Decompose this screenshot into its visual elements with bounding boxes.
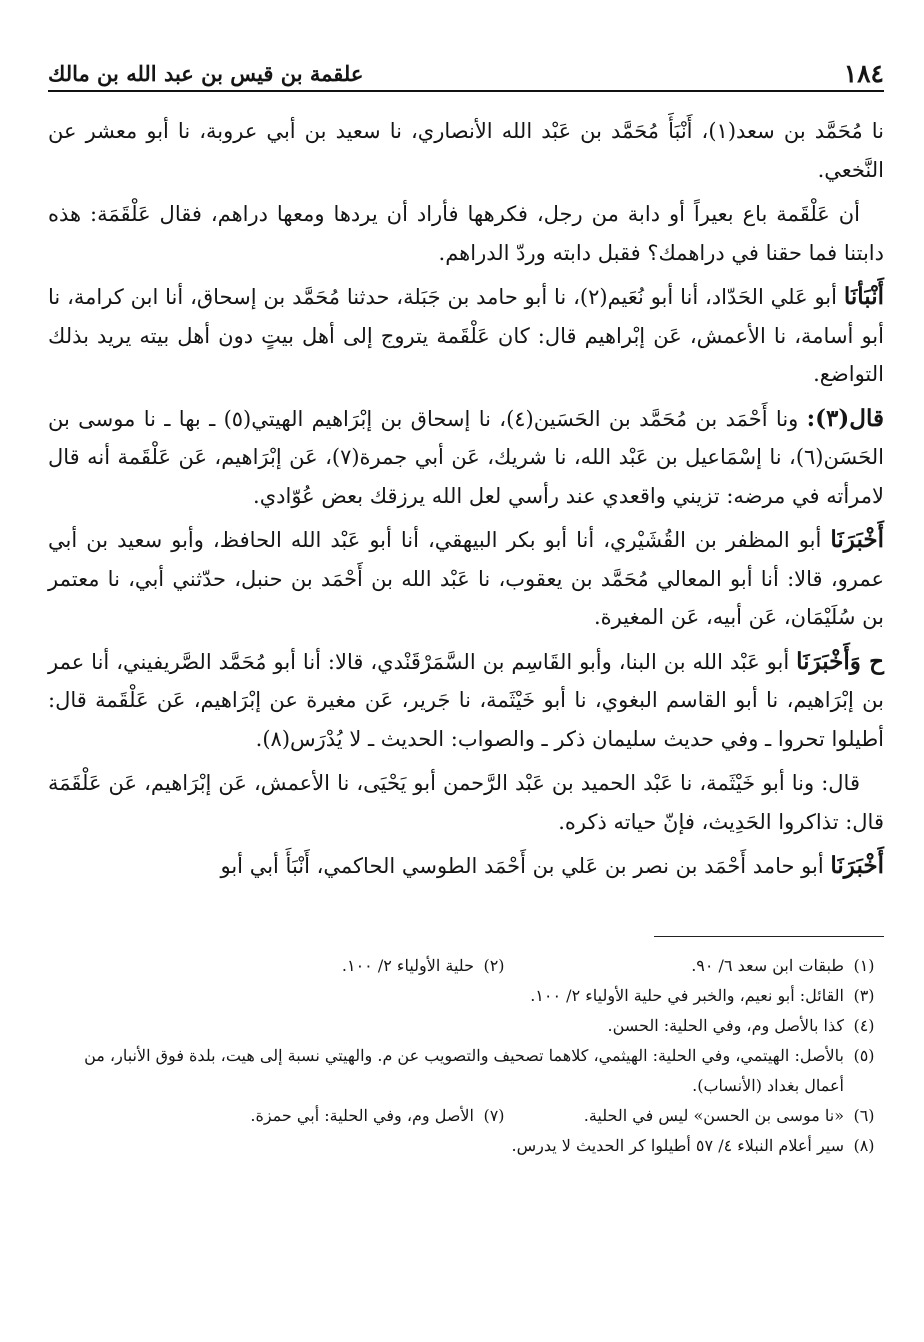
paragraph-lead: قال(٣):: [806, 404, 884, 432]
paragraph-text: أبو حامد أَحْمَد بن نصر بن عَلي بن أَحْمَد الطوسي الحاكمي، أَنْبَأَ أبي أبو: [220, 854, 831, 878]
footnote-text: كذا بالأصل وم، وفي الحلية: الحسن.: [607, 1015, 844, 1035]
paragraph-1: [48, 112, 884, 189]
footnote-pair: [48, 951, 884, 981]
paragraph-8: [48, 847, 884, 886]
running-title: علقمة بن قيس بن عبد الله بن مالك: [48, 61, 364, 86]
footnote-text: حلية الأولياء ٢/ ١٠٠.: [341, 955, 474, 975]
paragraph-lead: ح وَأَخْبَرَنَا: [796, 647, 884, 675]
paragraph-text: ونا أَحْمَد بن مُحَمَّد بن الحَسَين(٤)، نا إسحاق بن إبْرَاهيم الهيتي(٥) ـ بها ـ نا موسى بن الحَسَن(٦)، نا إسْمَاعيل بن عَبْد الله، نا شريك، عَن أبي جمرة(٧)، عَن إبْرَاهيم، عَن عَلْقَمة أنه قال لامرأته في مرضه: تزيني واقعدي عند رأسي لعل الله يرزقك بعض عُوّادي.: [48, 406, 884, 508]
paragraph-text: أبو عَبْد الله بن البنا، وأبو القَاسِم بن السَّمَرْقَنْدي، قالا: أنا أبو مُحَمَّد الصَّريفيني، أنا عمر بن إبْرَاهيم، نا أبو القاسم البغوي، نا أبو خَيْثَمة، نا جَرير، عَن مغيرة عن إبْرَاهيم، عَن عَلْقَمة قال: أطيلوا تحروا ـ وفي حديث سليمان ذكر ـ والصواب: الحديث ـ لا يُدْرَس(٨).: [48, 649, 884, 751]
footnote-5: [48, 1041, 884, 1101]
paragraph-text: أبو عَلي الحَدّاد، أنا أبو نُعَيم(٢)، نا أبو حامد بن جَبَلة، حدثنا مُحَمَّد بن إسحاق، أنا ابن كرامة، نا أبو أسامة، نا الأعمش، عَن إبْراهيم قال: كان عَلْقَمة يتروج إلى أهل بيتٍ دون أهل بيته يريد بذلك التواضع.: [48, 285, 884, 386]
main-text: [48, 112, 884, 886]
footnote-number: (٨): [853, 1135, 875, 1155]
footnote-number: (٦): [853, 1105, 875, 1125]
paragraph-text: قال: ونا أبو خَيْثَمة، نا عَبْد الحميد بن عَبْد الرَّحمن أبو يَحْيَى، نا الأعمش، عَن إبْرَاهيم، عَن عَلْقَمَة قال: تذاكروا الحَدِيث، فإنّ حياته ذكره.: [48, 771, 884, 834]
footnote-2: [144, 951, 514, 981]
page-number: ١٨٤: [843, 59, 884, 88]
paragraph-7: [48, 764, 884, 841]
footnote-1: [514, 951, 884, 981]
paragraph-lead: أَخْبَرَنَا: [830, 852, 884, 879]
footnote-text: بالأصل: الهيتمي، وفي الحلية: الهيثمي، كلاهما تصحيف والتصويب عن م. والهيتي نسبة إلى هيت، بلدة فوق الأنبار، من أعمال بغداد (الأنساب).: [84, 1045, 844, 1095]
footnote-4: [48, 1011, 884, 1041]
paragraph-6: [48, 643, 884, 759]
footnote-3: [48, 981, 884, 1011]
paragraph-4: [48, 400, 884, 516]
footnote-7: [144, 1101, 514, 1131]
footnote-number: (٧): [483, 1105, 505, 1125]
footnotes: [48, 951, 884, 1161]
page-header: [48, 52, 884, 92]
footnote-divider: [654, 936, 884, 937]
footnote-text: «نا موسى بن الحسن» ليس في الحلية.: [583, 1105, 844, 1125]
footnote-number: (٣): [853, 985, 875, 1005]
footnote-number: (٥): [853, 1045, 875, 1065]
footnote-pair: [48, 1101, 884, 1131]
footnote-text: طبقات ابن سعد ٦/ ٩٠.: [691, 955, 844, 975]
footnote-number: (٢): [483, 955, 505, 975]
footnote-text: الأصل وم، وفي الحلية: أبي حمزة.: [250, 1105, 474, 1125]
paragraph-lead: أَخْبَرَنَا: [830, 526, 884, 553]
paragraph-5: [48, 521, 884, 637]
footnote-number: (٤): [853, 1015, 875, 1035]
paragraph-text: أبو المظفر بن القُشَيْري، أنا أبو بكر البيهقي، أنا أبو عَبْد الله الحافظ، وأبو سعيد بن أبي عمرو، قالا: أنا أبو المعالي مُحَمَّد بن يعقوب، نا عَبْد الله بن أَحْمَد بن حنبل، حدّثني أبي، نا معتمر بن سُلَيْمَان، عَن أبيه، عَن المغيرة.: [48, 528, 884, 629]
paragraph-3: [48, 278, 884, 394]
footnote-8: [48, 1131, 884, 1161]
footnote-text: القائل: أبو نعيم، والخبر في حلية الأولياء ٢/ ١٠٠.: [530, 985, 844, 1005]
paragraph-2: [48, 195, 884, 272]
footnote-text: سير أعلام النبلاء ٤/ ٥٧ أطيلوا كر الحديث لا يدرس.: [511, 1135, 844, 1155]
footnote-6: [514, 1101, 884, 1131]
paragraph-lead: أَنْبَأنَا: [843, 283, 884, 310]
paragraph-text: أن عَلْقَمة باع بعيراً أو دابة من رجل، فكرهها فأراد أن يردها ومعها دراهم، فقال عَلْقَمَة: هذه دابتنا فما حقنا في دراهمك؟ فقبل دابته وردّ الدراهم.: [48, 202, 884, 265]
paragraph-text: نا مُحَمَّد بن سعد(١)، أَنْبَأَ مُحَمَّد بن عَبْد الله الأنصاري، نا سعيد بن أبي عروبة، نا أبو معشر عن النَّخعي.: [48, 119, 884, 182]
footnote-number: (١): [853, 955, 875, 975]
